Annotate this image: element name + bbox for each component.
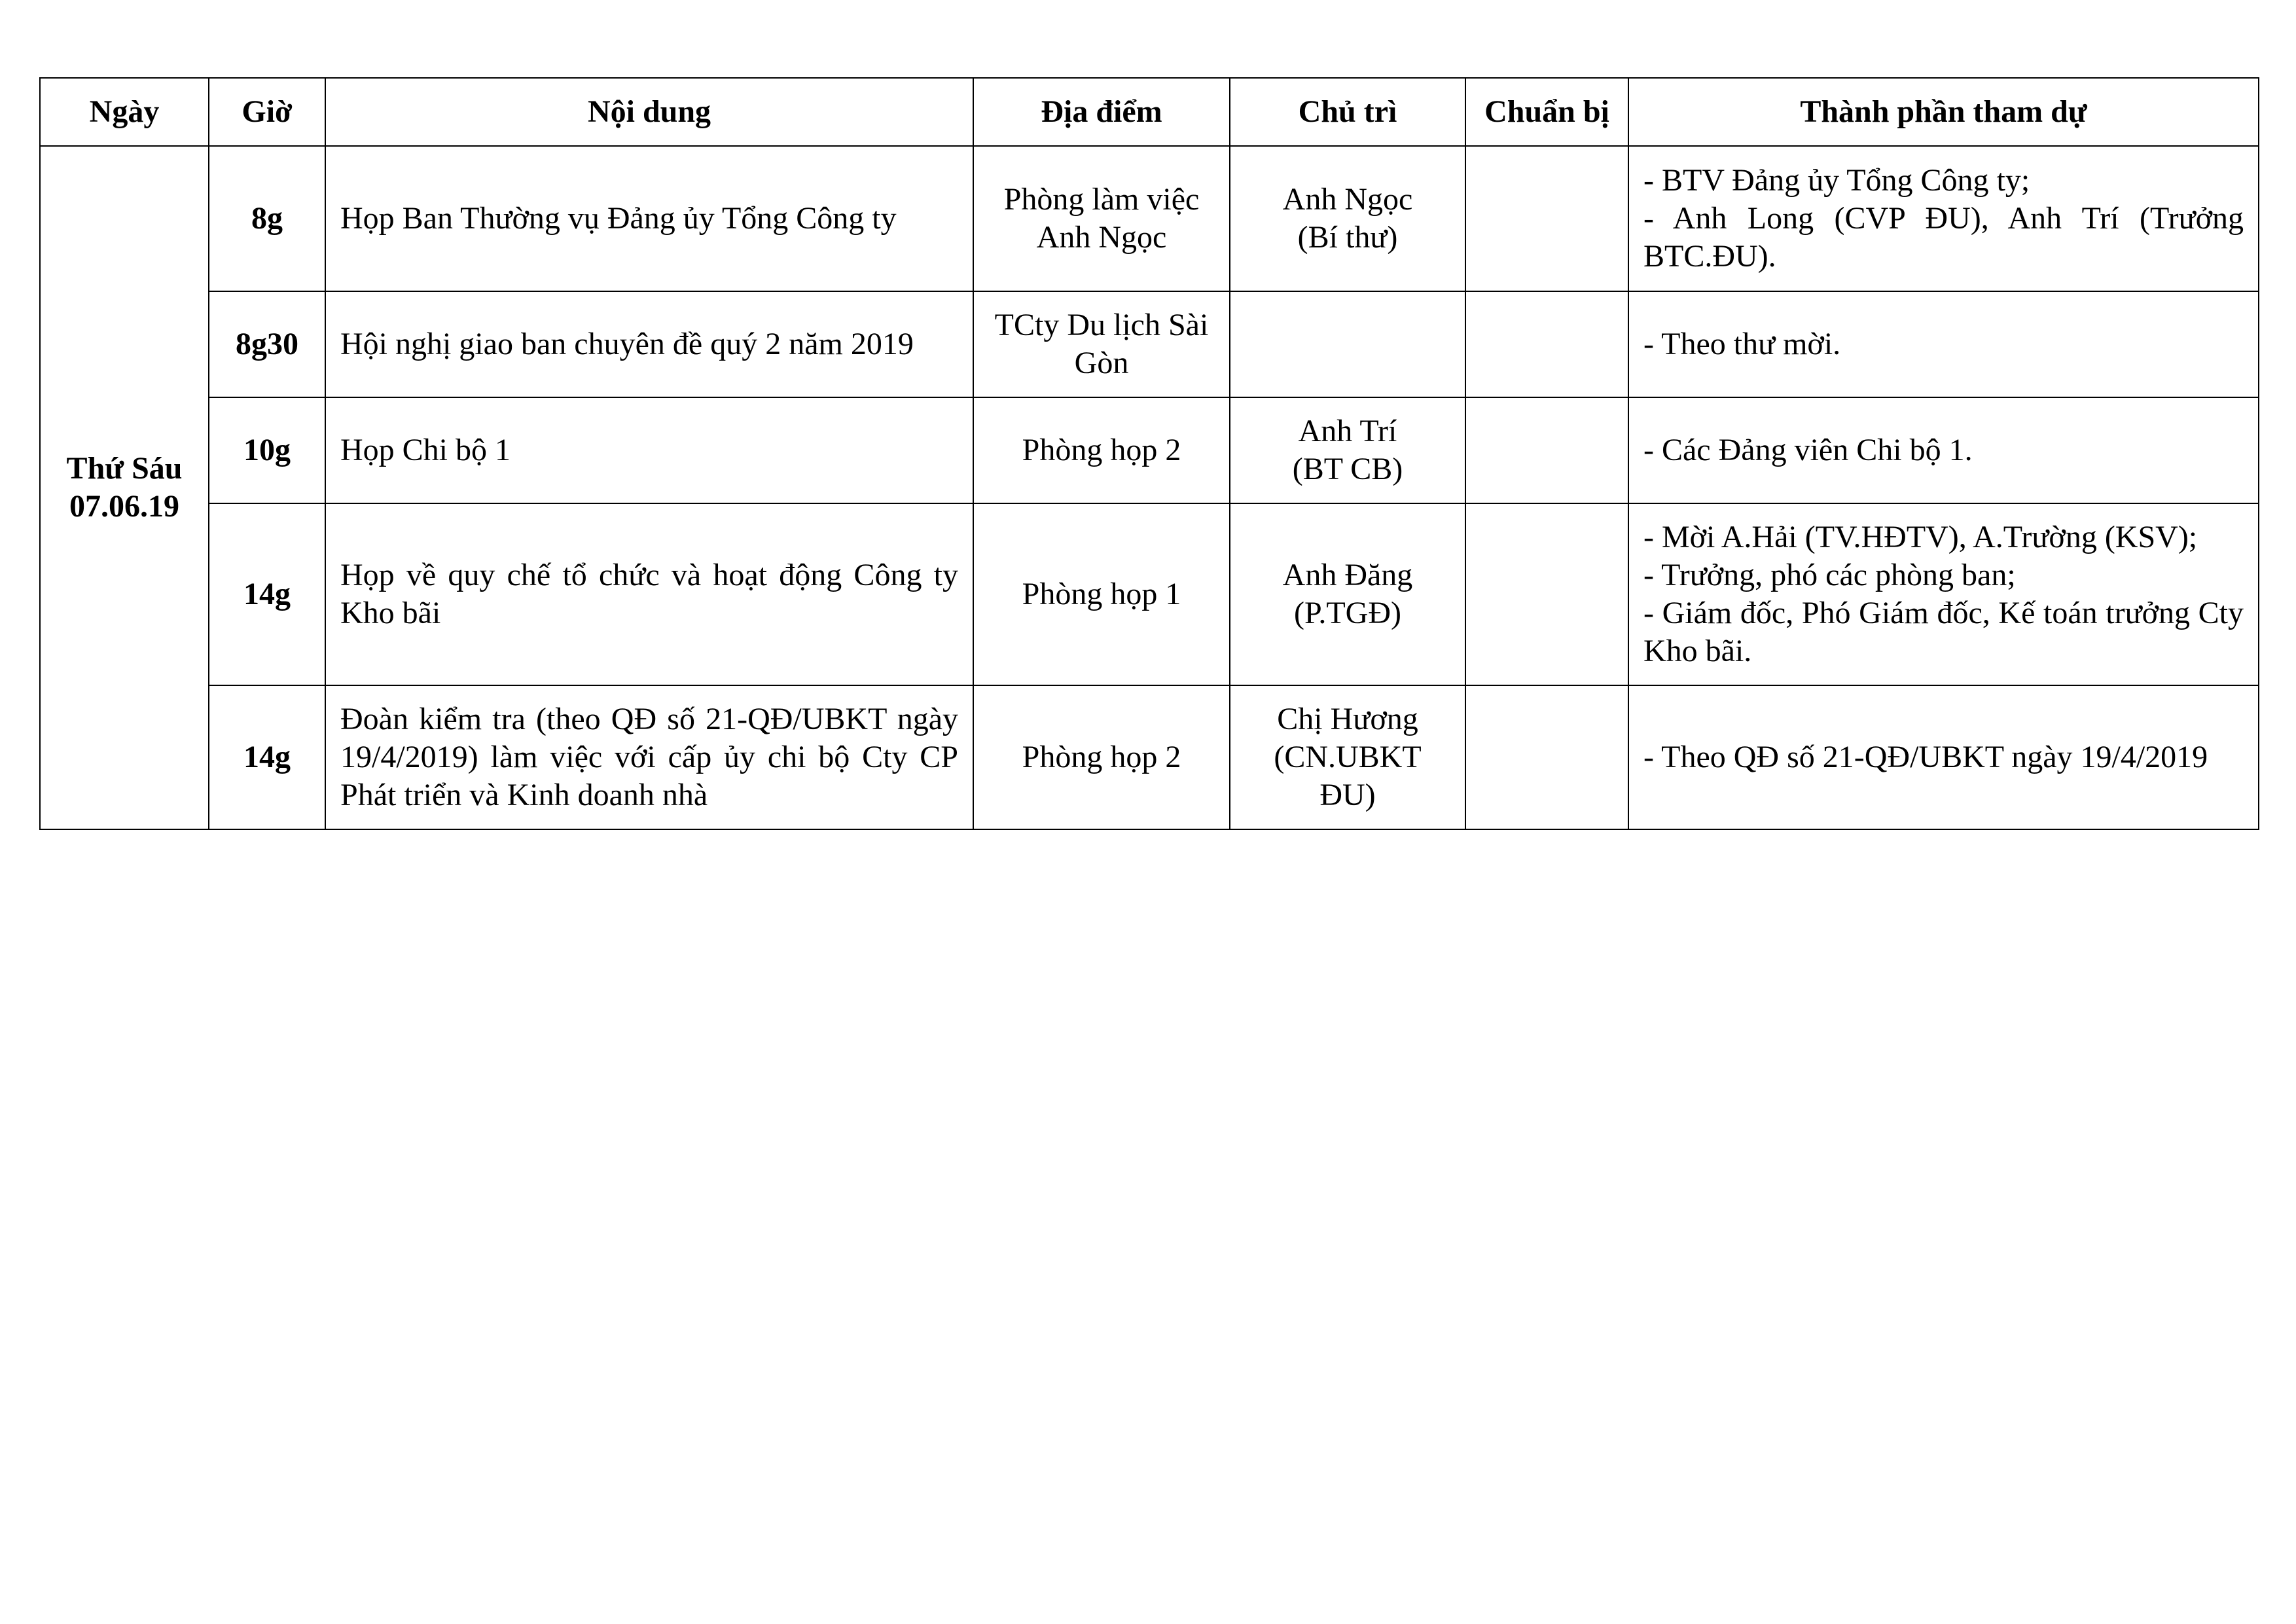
attendee-line: - Theo QĐ số 21-QĐ/UBKT ngày 19/4/2019 [1643,740,2208,774]
time-cell: 10g [209,397,325,503]
content-cell: Đoàn kiểm tra (theo QĐ số 21-QĐ/UBKT ngày 19/4/2019) làm việc với cấp ủy chi bộ Cty CP Phát triển và Kinh doanh nhà [325,685,973,829]
day-weekday: Thứ Sáu [66,451,183,486]
attendee-line: - Giám đốc, Phó Giám đốc, Kế toán trưởng Cty Kho bãi. [1643,596,2244,668]
location-line: Anh Ngọc [1036,220,1167,255]
attendees-cell [1628,146,2259,291]
location-line: Phòng họp 2 [1022,433,1181,467]
chair-cell [1230,503,1465,685]
location-line: Gòn [1074,346,1129,380]
content-cell: Họp về quy chế tổ chức và hoạt động Công ty Kho bãi [325,503,973,685]
chair-cell [1230,146,1465,291]
time-cell: 8g [209,146,325,291]
prep-cell [1465,291,1628,397]
header-content: Nội dung [325,78,973,146]
content-cell: Hội nghị giao ban chuyên đề quý 2 năm 2019 [325,291,973,397]
prep-cell [1465,146,1628,291]
chair-line: Anh Ngọc [1282,182,1413,217]
time-cell: 14g [209,503,325,685]
attendee-line: - Anh Long (CVP ĐU), Anh Trí (Trưởng BTC.ĐU). [1643,201,2244,274]
attendee-line: - Trưởng, phó các phòng ban; [1643,558,2016,592]
location-cell [973,397,1230,503]
table-row [40,503,2259,685]
location-line: TCty Du lịch Sài [994,308,1209,342]
attendees-cell [1628,291,2259,397]
prep-cell [1465,397,1628,503]
prep-cell [1465,503,1628,685]
header-location: Địa điểm [973,78,1230,146]
header-day: Ngày [40,78,209,146]
attendee-line: - BTV Đảng ủy Tổng Công ty; [1643,163,2030,198]
location-cell [973,291,1230,397]
chair-line: (P.TGĐ) [1294,596,1401,630]
chair-cell [1230,291,1465,397]
chair-cell [1230,397,1465,503]
header-chair: Chủ trì [1230,78,1465,146]
location-cell [973,685,1230,829]
chair-line: (BT CB) [1292,452,1403,486]
table-row [40,397,2259,503]
chair-line: Chị Hương [1277,702,1418,736]
table-row [40,291,2259,397]
chair-line: Anh Đăng [1282,558,1413,592]
chair-line: Anh Trí [1298,414,1397,448]
time-cell: 8g30 [209,291,325,397]
location-line: Phòng họp 2 [1022,740,1181,774]
attendees-cell [1628,685,2259,829]
chair-cell [1230,685,1465,829]
prep-cell [1465,685,1628,829]
table-row [40,146,2259,291]
schedule-table [39,77,2259,830]
attendee-line: - Mời A.Hải (TV.HĐTV), A.Trường (KSV); [1643,520,2198,554]
day-cell [40,146,209,829]
time-cell: 14g [209,685,325,829]
header-time: Giờ [209,78,325,146]
day-date: 07.06.19 [69,489,179,524]
location-line: Phòng làm việc [1003,182,1200,217]
chair-line: (CN.UBKT [1274,740,1422,774]
chair-line: (Bí thư) [1297,220,1398,255]
header-prep: Chuẩn bị [1465,78,1628,146]
attendee-line: - Các Đảng viên Chi bộ 1. [1643,433,1973,467]
attendees-cell [1628,503,2259,685]
table-row [40,685,2259,829]
content-cell: Họp Ban Thường vụ Đảng ủy Tổng Công ty [325,146,973,291]
location-cell [973,146,1230,291]
header-attendees: Thành phần tham dự [1628,78,2259,146]
attendee-line: - Theo thư mời. [1643,327,1841,361]
chair-line: ĐU) [1319,778,1376,812]
attendees-cell [1628,397,2259,503]
header-row [40,78,2259,146]
location-cell [973,503,1230,685]
content-cell: Họp Chi bộ 1 [325,397,973,503]
location-line: Phòng họp 1 [1022,577,1181,611]
